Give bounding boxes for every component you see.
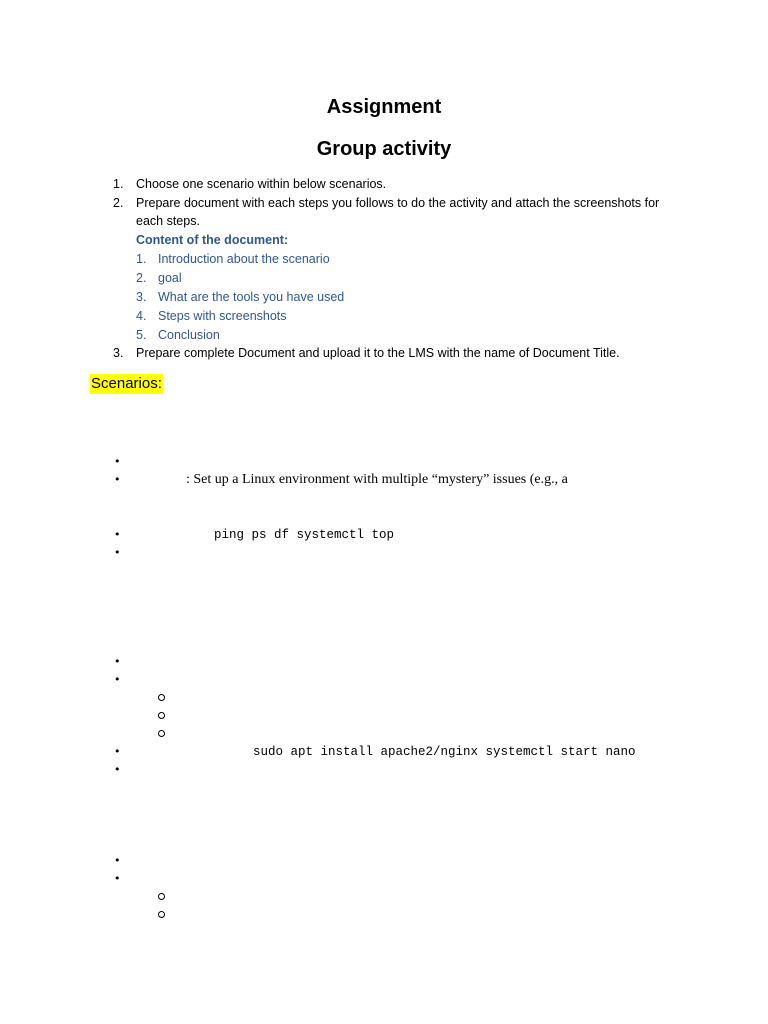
- step-number: 1.: [113, 177, 124, 191]
- bullet-icon: •: [114, 763, 121, 776]
- bullet-icon: •: [114, 473, 121, 486]
- bullet-icon: •: [114, 872, 121, 885]
- bullet-icon: •: [114, 455, 121, 468]
- bullet-icon: •: [114, 528, 121, 541]
- document-subtitle: Group activity: [316, 138, 452, 160]
- bullet-icon: •: [114, 655, 121, 668]
- sub-bullet-icon: [158, 712, 165, 719]
- bullet-icon: •: [114, 745, 121, 758]
- content-item-number: 5.: [136, 328, 147, 342]
- scenario-description: : Set up a Linux environment with multiple “mystery” issues (e.g., a: [186, 472, 568, 487]
- content-item-text: Introduction about the scenario: [158, 252, 330, 266]
- content-item-number: 4.: [136, 309, 147, 323]
- sub-bullet-icon: [158, 893, 165, 900]
- sub-bullet-icon: [158, 730, 165, 737]
- bullet-icon: •: [114, 854, 121, 867]
- content-heading: Content of the document:: [136, 233, 289, 247]
- step-text: Prepare complete Document and upload it to the LMS with the name of Document Title.: [136, 346, 620, 360]
- bullet-icon: •: [114, 546, 121, 559]
- step-text-continued: each steps.: [136, 214, 200, 228]
- tools-list: sudo apt install apache2/nginx systemctl start nano: [253, 745, 636, 759]
- tools-list: ping ps df systemctl top: [214, 528, 395, 542]
- content-item-number: 3.: [136, 290, 147, 304]
- bullet-icon: •: [114, 673, 121, 686]
- content-item-text: Steps with screenshots: [158, 309, 287, 323]
- sub-bullet-icon: [158, 694, 165, 701]
- scenarios-heading: Scenarios:: [91, 375, 162, 392]
- step-text: Choose one scenario within below scenarios.: [136, 177, 387, 191]
- content-item-text: Conclusion: [158, 328, 220, 342]
- sub-bullet-icon: [158, 911, 165, 918]
- step-text: Prepare document with each steps you follows to do the activity and attach the screenshots for: [136, 196, 660, 210]
- content-item-number: 2.: [136, 271, 147, 285]
- content-item-text: goal: [158, 271, 182, 285]
- document-title: Assignment: [326, 96, 442, 118]
- content-item-number: 1.: [136, 252, 147, 266]
- step-number: 2.: [113, 196, 124, 210]
- step-number: 3.: [113, 346, 124, 360]
- content-item-text: What are the tools you have used: [158, 290, 345, 304]
